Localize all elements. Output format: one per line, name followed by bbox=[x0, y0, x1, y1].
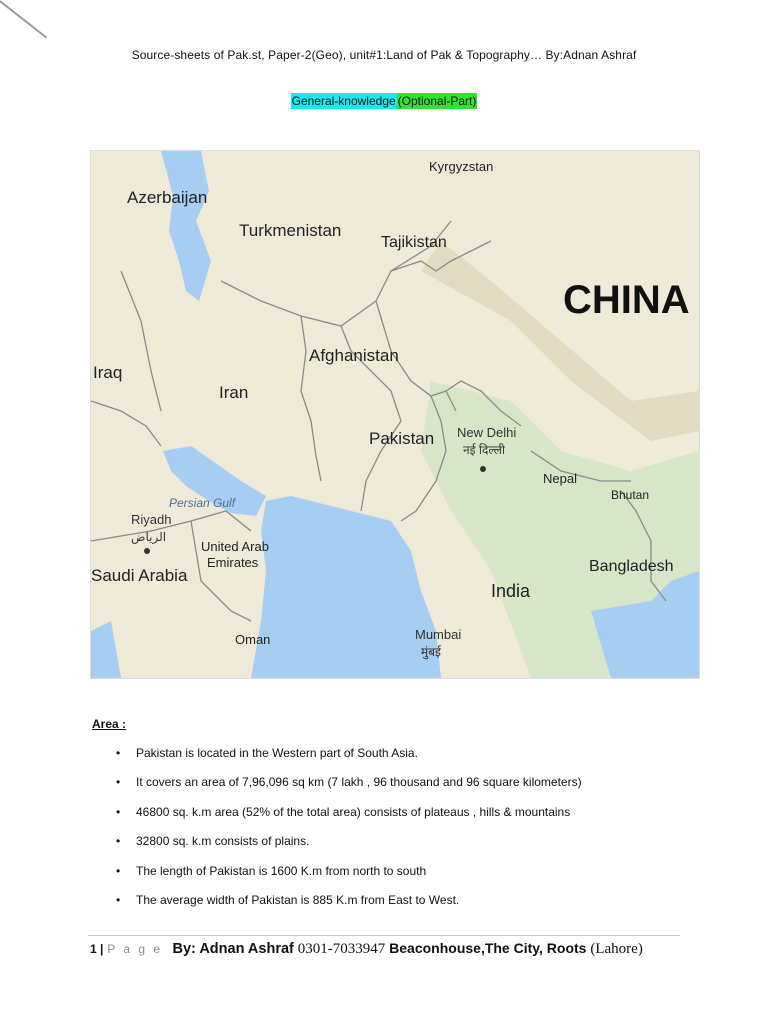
map-label-tajikistan: Tajikistan bbox=[381, 234, 447, 251]
map-label-nepal: Nepal bbox=[543, 471, 577, 486]
fact-text: 46800 sq. k.m area (52% of the total area) consists of plateaus , hills & mountains bbox=[136, 804, 571, 819]
list-item bbox=[110, 887, 730, 916]
map-label-iran: Iran bbox=[219, 383, 249, 402]
map-label-persian-gulf: Persian Gulf bbox=[169, 496, 236, 510]
fact-text: The average width of Pakistan is 885 K.m from East to West. bbox=[136, 892, 460, 907]
page-footer bbox=[90, 940, 690, 958]
map-label-uae-line1: United Arab bbox=[201, 539, 269, 554]
optional-part-label: (Optional-Part) bbox=[397, 94, 477, 108]
area-facts-list bbox=[110, 740, 730, 916]
footer-city: (Lahore) bbox=[590, 941, 643, 957]
fact-text: Pakistan is located in the Western part of South Asia. bbox=[136, 746, 418, 760]
footer-author: By: Adnan Ashraf bbox=[172, 941, 294, 957]
region-map bbox=[90, 150, 700, 679]
map-label-uae-line2: Emirates bbox=[207, 555, 259, 570]
map-label-riyadh-arabic: الرياض bbox=[131, 530, 167, 544]
area-heading: Area : bbox=[92, 717, 127, 731]
map-label-mumbai: Mumbai bbox=[415, 627, 462, 642]
footer-school: Beaconhouse,The City, Roots bbox=[389, 940, 587, 956]
list-item bbox=[110, 828, 730, 857]
bullet-icon: • bbox=[116, 834, 121, 849]
map-label-afghanistan: Afghanistan bbox=[309, 346, 399, 365]
map-label-new-delhi: New Delhi bbox=[457, 425, 517, 440]
map-label-new-delhi-hindi: नई दिल्ली bbox=[463, 443, 506, 457]
list-item bbox=[110, 799, 730, 828]
general-knowledge-heading bbox=[0, 94, 768, 108]
bullet-icon: • bbox=[116, 775, 121, 790]
map-label-bangladesh: Bangladesh bbox=[589, 558, 674, 575]
map-svg bbox=[91, 151, 699, 678]
list-item bbox=[110, 858, 730, 887]
footer-divider bbox=[88, 935, 680, 936]
map-label-turkmenistan: Turkmenistan bbox=[239, 221, 342, 240]
riyadh-marker-icon bbox=[144, 548, 150, 554]
corner-decoration-line bbox=[0, 0, 47, 39]
list-item bbox=[110, 740, 730, 769]
map-label-iraq: Iraq bbox=[93, 363, 123, 382]
bullet-icon: • bbox=[116, 892, 121, 907]
list-item bbox=[110, 769, 730, 798]
footer-phone: 0301-7033947 bbox=[297, 941, 386, 957]
map-label-mumbai-marathi: मुंबई bbox=[421, 645, 441, 659]
page-header: Source-sheets of Pak.st, Paper-2(Geo), unit#1:Land of Pak & Topography… By:Adnan Ashraf bbox=[131, 48, 637, 62]
general-knowledge-label: General-knowledge bbox=[291, 94, 396, 108]
fact-text: It covers an area of 7,96,096 sq km (7 lakh , 96 thousand and 96 square kilometers) bbox=[136, 775, 582, 790]
bullet-icon: • bbox=[116, 863, 121, 878]
map-label-saudi-arabia: Saudi Arabia bbox=[91, 566, 188, 585]
map-label-india: India bbox=[491, 581, 531, 601]
map-label-bhutan: Bhutan bbox=[611, 488, 650, 502]
fact-text: 32800 sq. k.m consists of plains. bbox=[136, 834, 310, 849]
map-label-china: CHINA bbox=[563, 278, 690, 322]
map-label-azerbaijan: Azerbaijan bbox=[127, 188, 208, 207]
new-delhi-marker-icon bbox=[480, 466, 486, 472]
bullet-icon: • bbox=[116, 746, 121, 760]
page-word: P a g e bbox=[107, 942, 163, 956]
page-number: 1 | bbox=[90, 942, 104, 956]
bullet-icon: • bbox=[116, 804, 121, 819]
map-label-oman: Oman bbox=[235, 632, 271, 647]
map-label-kyrgyzstan: Kyrgyzstan bbox=[429, 159, 494, 174]
map-label-pakistan: Pakistan bbox=[369, 429, 435, 448]
fact-text: The length of Pakistan is 1600 K.m from north to south bbox=[136, 863, 427, 878]
map-label-riyadh: Riyadh bbox=[131, 512, 172, 527]
